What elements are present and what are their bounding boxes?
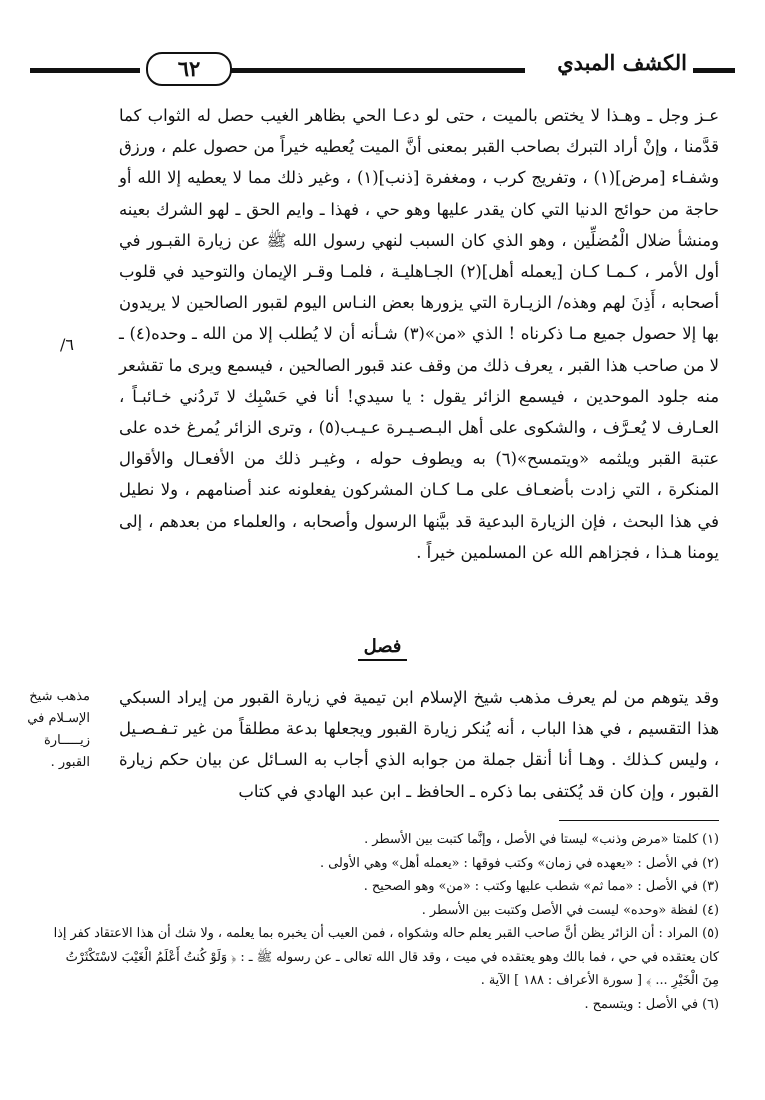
footnote: (٤) لفظة «وحده» ليست في الأصل وكتبت بين الأسطر . [421,902,719,918]
footnotes [45,828,719,1016]
footnote: (٥) المراد : أن الزائر يظن أنَّ صاحب القبر يعلم حاله وشكواه ، فمن العيب أن يخبره بما يعلمه ، ولا شك أن هذا الاعتقاد كفر إذا كان يعتقده في حي ، فما بالك وهو يعتقده في ميت ، وقد قال الله تعالى ـ عن رسوله ﷺ ـ : ﴿ وَلَوْ كُنتُ أَعْلَمُ الْغَيْبَ لاسْتَكْثَرْتُ مِنَ الْخَيْرِ ... ﴾ [ سورة الأعراف : ١٨٨ ] الآية . [53,926,719,988]
footnote: (٢) في الأصل : «يعهده في زمان» وكتب فوقها : «يعمله أهل» وهي الأولى . [320,855,719,871]
footnote-divider [559,820,719,821]
section-paragraph: وقد يتوهم من لم يعرف مذهب شيخ الإسلام ابن تيمية في زيارة القبور من إيراد السبكي هذا التقسيم ، في هذا الباب ، أنه يُنكر زيارة القبور ويجعلها بدعة مطلقاً من غير تـفـصـيل ، وليس كـذلك . وهـا أنا أنقل جملة من جوابه الذي أجاب به السـائل عن بيان حكم زيارة القبور ، وإن كان قد يُكتفى بما ذكره ـ الحافظ ـ ابن عبد الهادي في كتاب [119,688,719,801]
running-header [30,46,735,88]
footnote: (٦) في الأصل : ويتسمح . [584,996,719,1012]
footnote: (٣) في الأصل : «مما ثم» شطب عليها وكتب : «من» وهو الصحيح . [363,879,719,894]
body-paragraph: عـز وجل ـ وهـذا لا يختص بالميت ، حتى لو دعـا الحي بظاهر الغيب حصل له الثواب كما قدَّمنا ، وإنْ أراد التبرك بصاحب القبر بمعنى أنَّ الميت يُعطيه خيراً من حصول علم ، ورزق وشفـاء [مرض](١) ، وتفريج كرب ، ومغفرة [ذنب](١) ، وغير ذلك مما لا يعطيه إلا الله أو حاجة من حوائج الدنيا التي كان يقدر عليها وهو حي ، فهذا ـ وايم الحق ـ لهو الشرك بعينه ومنشأ ضلال الْمُضلِّين ، وهو الذي كان السبب لنهي رسول الله ﷺ عن زيارة القبـور في أول الأمر ، كـمـا كـان [يعمله أهل](٢) الجـاهليـة ، فلمـا وقـر الإيمان والتوحيد في قلوب أصحابه ، أَذِنَ لهم وهذه/ الزيـارة التي يزورها بعض النـاس اليوم لقبور الصالحين لا يريدون بها إلا حصول جميع مـا ذكرناه ! الذي «من»(٣) شـأنه أن لا يُطلب إلا من الله ـ وحده(٤) ـ لا من صاحب هذا القبر ، يعرف ذلك من وقف عند قبور الصالحين ، فيسمع ويرى ما تقشعر منه جلود الموحدين ، فيسمع الزائر يقول : يا سيدي! أنا في حَسْبِك لا تَردُني خـائبـاً ، العـارف لا يُعـرَّف ، والشكوى على أهل البـصـيـرة عـيـب(٥) ، وترى الزائر يُمرغ خده على عتبة القبر ويلثمه «ويتمسح»(٦) به ويطوف حوله ، وغيـر ذلك من الأفعـال والأقوال المنكرة ، التي زادت بأضعـاف على مـا كـان المشركون يفعلونه عند أصنامهم ، ولا نطيل في هذا البحث ، فإن الزيارة البدعية قد بيَّنها الرسول وأصحابه ، والعلماء من بعدهم ، إلى يومنا هـذا ، فجزاهم الله عن المسلمين خيراً . [119,106,719,562]
section-heading [0,636,765,657]
manuscript-folio-marker: ٦/ [60,335,74,354]
section-title: فصل [358,636,408,661]
footnote: (١) كلمتا «مرض وذنب» ليستا في الأصل ، وإنَّما كتبت بين الأسطر . [364,832,719,847]
side-note: مذهب شيخ الإسـلام في زيـــــارة القبور . [27,689,90,770]
section-text [119,682,719,807]
book-title: الكشف المبدي [557,50,687,75]
header-rule-left [30,68,140,73]
header-rule-right [693,68,735,73]
page-number: ٦٢ [146,52,232,86]
header-rule-middle [195,68,525,73]
main-text [119,100,719,568]
